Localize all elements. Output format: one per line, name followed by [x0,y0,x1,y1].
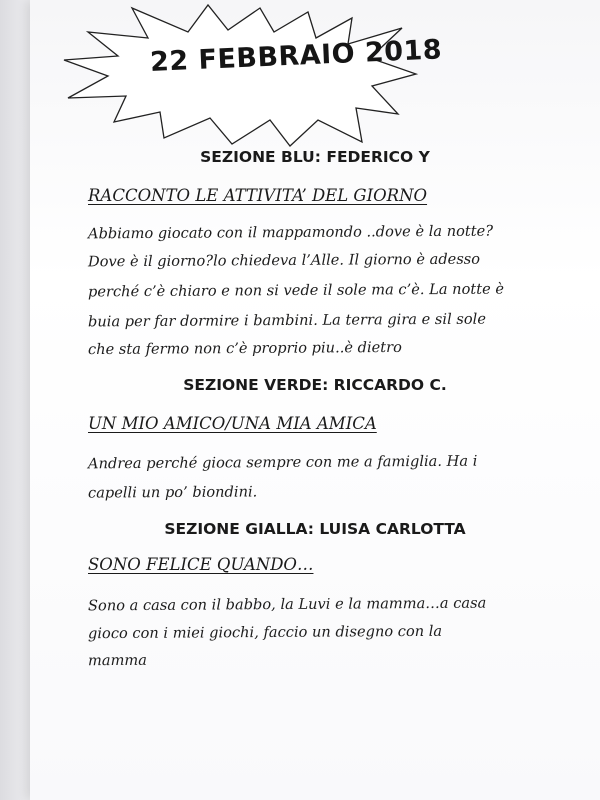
section-topic-blu: RACCONTO LE ATTIVITA’ DEL GIORNO [88,186,428,205]
starburst-frame-icon [60,2,443,148]
body-line: Sono a casa con il babbo, la Luvi e la mamma…a casa [87,594,487,615]
body-line: perché c’è chiaro e non si vede il sole ma c’è. La notte è [87,280,505,301]
body-line: gioco con i miei giochi, faccio un disegno con la [87,622,443,643]
section-heading-gialla: SEZIONE GIALLA: LUISA CARLOTTA [164,520,466,538]
page-date-title: 22 FEBBRAIO 2018 [149,34,443,79]
section-heading-blu: SEZIONE BLU: FEDERICO Y [200,148,430,166]
section-topic-verde: UN MIO AMICO/UNA MIA AMICA [88,414,377,433]
section-topic-gialla: SONO FELICE QUANDO… [88,555,314,574]
body-line: Dove è il giorno?lo chiedeva l’Alle. Il giorno è adesso [87,250,481,271]
body-line: buia per far dormire i bambini. La terra gira e sil sole [87,310,486,331]
body-line: mamma [87,651,147,670]
body-line: Andrea perché gioca sempre con me a famiglia. Ha i [87,452,478,473]
section-heading-verde: SEZIONE VERDE: RICCARDO C. [183,376,447,394]
body-line: che sta fermo non c’è proprio piu..è dietro [87,338,402,359]
body-line: Abbiamo giocato con il mappamondo ..dove è la notte? [87,222,494,243]
body-line: capelli un po’ biondini. [87,483,258,502]
page-edge-shadow [0,0,30,800]
